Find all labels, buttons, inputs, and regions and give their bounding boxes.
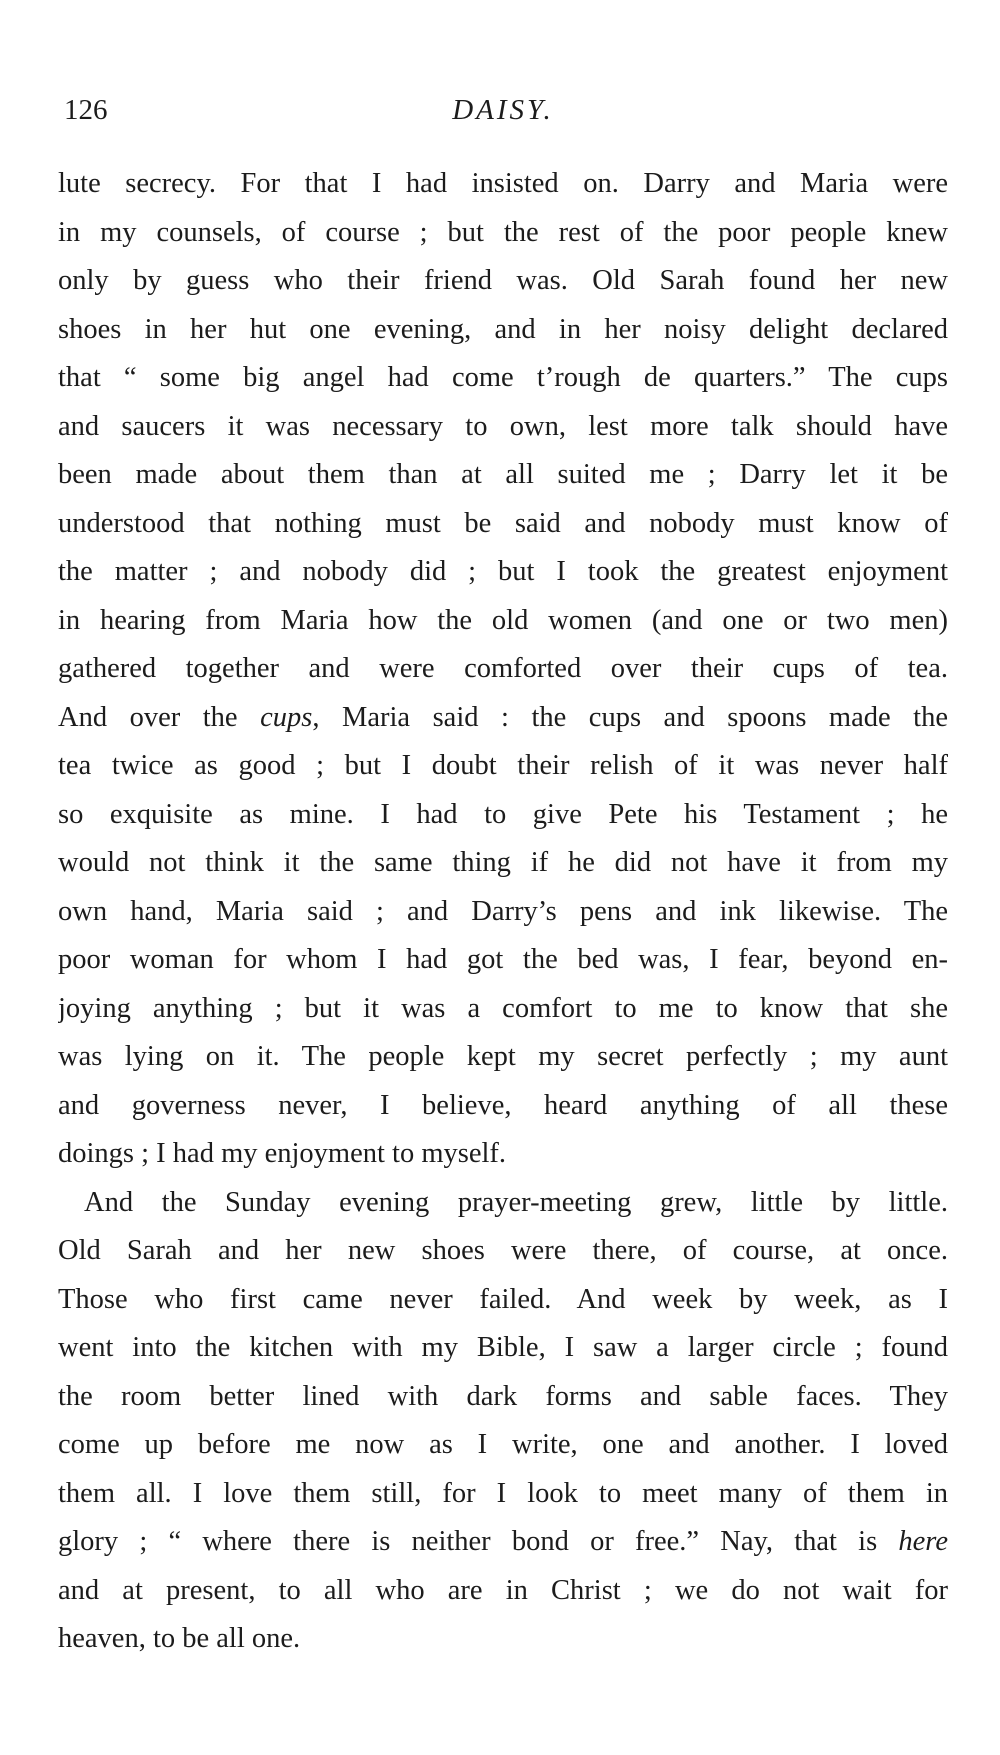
text-line: was lying on it. The people kept my secret perfectly ; my aunt	[58, 1041, 948, 1072]
text-line: and saucers it was necessary to own, lest more talk should have	[58, 410, 948, 442]
text-line: the room better lined with dark forms and sable faces. They	[58, 1380, 948, 1412]
text-line: joying anything ; but it was a comfort to me to know that she	[58, 992, 948, 1024]
italic-word: here	[898, 1526, 948, 1557]
text-line: own hand, Maria said ; and Darry’s pens and ink likewise. The	[58, 895, 948, 927]
text-line: gathered together and were comforted over their cups of tea.	[58, 653, 948, 684]
text-line: been made about them than at all suited me ; Darry let it be	[58, 459, 948, 490]
text-line: in hearing from Maria how the old women (and one or two men)	[58, 604, 948, 636]
text-line: Those who first came never failed. And week by week, as I	[58, 1283, 948, 1315]
text-line: understood that nothing must be said and nobody must know of	[58, 507, 948, 539]
text-line: would not think it the same thing if he did not have it from my	[58, 847, 948, 878]
page-header	[58, 90, 948, 130]
text-line: and at present, to all who are in Christ ; we do not wait for	[58, 1574, 948, 1606]
text-line	[58, 694, 948, 743]
text-line: so exquisite as mine. I had to give Pete his Testament ; he	[58, 798, 948, 830]
page-number: 126	[64, 94, 108, 126]
text-line: come up before me now as I write, one and another. I loved	[58, 1429, 948, 1460]
text-line: in my counsels, of course ; but the rest of the poor people knew	[58, 216, 948, 248]
text-segment: , Maria said : the cups and spoons made the	[312, 701, 948, 733]
text-line: only by guess who their friend was. Old Sarah found her new	[58, 265, 948, 296]
text-segment: And over the	[58, 701, 261, 733]
text-line: tea twice as good ; but I doubt their relish of it was never half	[58, 750, 948, 781]
text-line: went into the kitchen with my Bible, I saw a larger circle ; found	[58, 1332, 948, 1363]
body-text	[58, 160, 948, 1664]
text-line: lute secrecy. For that I had insisted on. Darry and Maria were	[58, 168, 948, 199]
text-line: and governess never, I believe, heard anything of all these	[58, 1089, 948, 1121]
text-line: shoes in her hut one evening, and in her noisy delight declared	[58, 313, 948, 345]
text-line: And the Sunday evening prayer-meeting grew, little by little.	[84, 1186, 948, 1218]
text-line: them all. I love them still, for I look to meet many of them in	[58, 1477, 948, 1509]
paragraph	[58, 160, 948, 1179]
text-line: poor woman for whom I had got the bed was, I fear, beyond en-	[58, 944, 948, 975]
italic-word: cups	[260, 701, 313, 733]
text-line: heaven, to be all one.	[58, 1623, 301, 1654]
paragraph	[58, 1179, 948, 1664]
text-line: Old Sarah and her new shoes were there, of course, at once.	[58, 1235, 948, 1266]
text-segment: glory ; “ where there is neither bond or free.” Nay, that is	[58, 1526, 899, 1557]
text-line	[58, 1518, 948, 1567]
running-title: DAISY.	[452, 94, 554, 126]
text-line: that “ some big angel had come t’rough de quarters.” The cups	[58, 362, 948, 393]
text-line: doings ; I had my enjoyment to myself.	[58, 1138, 507, 1169]
text-line: the matter ; and nobody did ; but I took the greatest enjoyment	[58, 556, 948, 587]
